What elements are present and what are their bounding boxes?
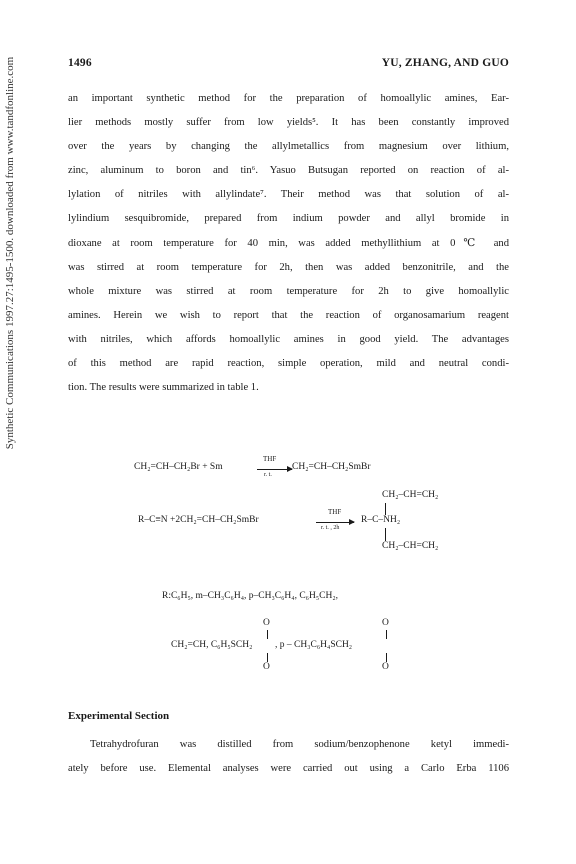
- paragraph-line: whole mixture was stirred at room temperature for 2h to give homoallylic: [68, 285, 509, 297]
- sulfonyl-oxygen-bottom-right: O: [382, 662, 389, 672]
- paragraph-line: lylation of nitriles with allylindate⁷. Their method was that solution of al-: [68, 189, 509, 201]
- eq2-top-branch: CH₂–CH=CH₂: [382, 490, 439, 500]
- sulfonyl-bond: [267, 653, 268, 662]
- page-number: 1496: [68, 57, 92, 69]
- sulfonyl-bond: [386, 630, 387, 639]
- eq1-arrow: [257, 469, 292, 470]
- paragraph-line: an important synthetic method for the preparation of homoallylic amines, Ear-: [68, 93, 509, 104]
- eq2-solvent: THF: [328, 508, 342, 516]
- eq2-center: R–C–NH₂: [361, 515, 401, 525]
- paragraph-line: with nitriles, which affords homoallylic amines in good yield. The advantages: [68, 333, 509, 345]
- paragraph-line: lier methods mostly suffer from low yields⁵. It has been constantly improved: [68, 117, 509, 129]
- top-bond: [385, 503, 386, 515]
- r-groups-line2b: , p – CH₃C₆H₄SCH₂: [275, 640, 353, 650]
- eq2-bottom-branch: CH₂–CH=CH₂: [382, 541, 439, 551]
- eq1-conditions: r. t.: [264, 472, 272, 478]
- paragraph-line: tion. The results were summarized in table 1.: [68, 382, 259, 394]
- r-groups-line1: R:C₆H₅, m–CH₃C₆H₄, p–CH₃C₆H₄, C₆H₅CH₂,: [162, 591, 339, 601]
- sulfonyl-oxygen-top-right: O: [382, 618, 389, 628]
- paragraph-line: Tetrahydrofuran was distilled from sodium/benzophenone ketyl immedi-: [90, 739, 509, 750]
- r-groups-line2a: CH₂=CH, C₆H₅SCH₂: [171, 640, 253, 650]
- paragraph-line: amines. Herein we wish to report that the reaction of organosamarium reagent: [68, 309, 509, 321]
- paragraph-line: was stirred at room temperature for 2h, then was added benzonitrile, and the: [68, 261, 509, 273]
- eq2-reactants: R–C≡N +2CH₂=CH–CH₂SmBr: [138, 515, 259, 525]
- eq1-product: CH₂=CH–CH₂SmBr: [292, 462, 371, 472]
- paragraph-line: zinc, aluminum to boron and tin⁶. Yasuo Butsugan reported on reaction of al-: [68, 165, 509, 177]
- paragraph-line: over the years by changing the allylmetallics from magnesium over lithium,: [68, 141, 509, 153]
- paragraph-line: of this method are rapid reaction, simple operation, mild and neutral condi-: [68, 358, 509, 370]
- experimental-paragraph: [68, 733, 509, 781]
- sulfonyl-oxygen-top-left: O: [263, 618, 270, 628]
- download-watermark: Synthetic Communications 1997.27:1495-1500. downloaded from www.tandfonline.com: [4, 56, 16, 450]
- eq1-reactants: CH₂=CH–CH₂Br + Sm: [134, 462, 223, 472]
- eq2-arrow: [316, 522, 354, 523]
- paragraph-line: ately before use. Elemental analyses were carried out using a Carlo Erba 1106: [68, 763, 509, 774]
- sulfonyl-bond: [386, 653, 387, 662]
- paragraph-line: dioxane at room temperature for 40 min, was added methyllithium at 0℃ and: [68, 237, 509, 249]
- sulfonyl-bond: [267, 630, 268, 639]
- bottom-bond: [385, 528, 386, 541]
- sulfonyl-oxygen-bottom-left: O: [263, 662, 270, 672]
- eq1-solvent: THF: [263, 455, 277, 463]
- eq2-conditions: r. t. , 2h: [321, 525, 340, 531]
- running-head-authors: YU, ZHANG, AND GUO: [381, 57, 509, 69]
- section-heading: Experimental Section: [68, 710, 170, 722]
- paragraph-line: lylindium sesquibromide, prepared from indium powder and allyl bromide in: [68, 213, 509, 225]
